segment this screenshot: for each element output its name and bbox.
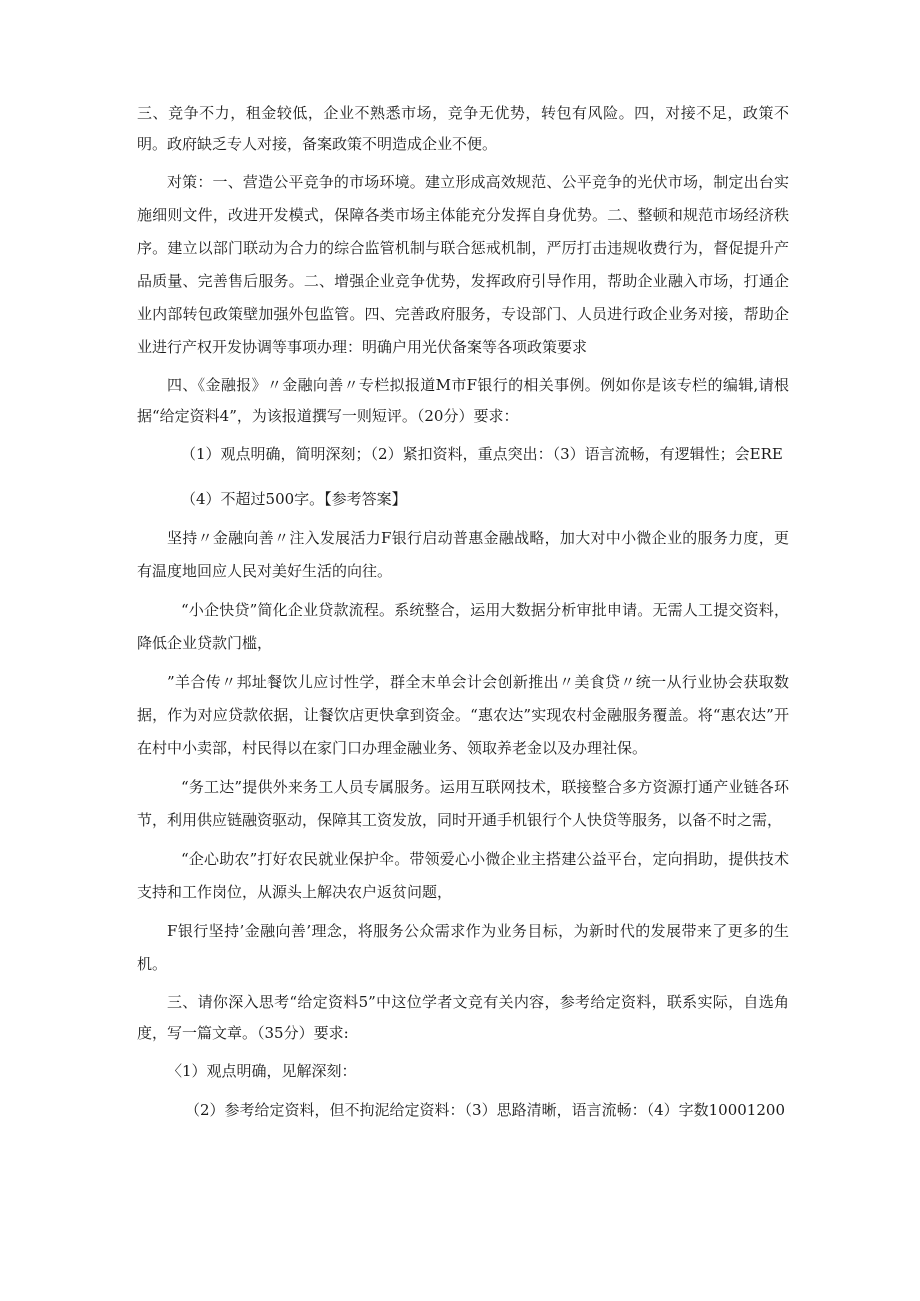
paragraph-essay-requirements-2-4: （2）参考给定资料，但不拘泥给定资料：（3）思路清晰，语言流畅：（4）字数10001200 bbox=[185, 1101, 785, 1119]
paragraph-question-3-essay: 三、请你深入思考“给定资料5”中这位学者文竞有关内容，参考给定资料，联系实际，自选角度，写一篇文章。（35分）要求: bbox=[137, 993, 789, 1042]
paragraph-answer-intro: 坚持〃金融向善〃注入发展活力F银行启动普惠金融战略，加大对中小微企业的服务力度，更有温度地回应人民对美好生活的向往。 bbox=[137, 529, 789, 580]
paragraph-countermeasures: 对策：一、营造公平竞争的市场环境。建立形成高效规范、公平竞争的光伏市场，制定出台实施细则文件，改进开发模式，保障各类市场主体能充分发挥自身优势。二、整顿和规范市场经济秩序。建立以部门联动为合力的综合监管机制与联合惩戒机制，严厉打击违规收费行为，督促提升产品质量、完善售后服务。二、增强企业竞争优势，发挥政府引导作用，帮助企业融入市场，打通企业内部转包政策壁加强外包监管。四、完善政府服务，专设部门、人员进行政企业务对接，帮助企业进行产权开发协调等事项办理：明确户用光伏备案等各项政策要求 bbox=[137, 173, 789, 356]
paragraph-conclusion: F银行坚持’金融向善’理念，将服务公众需求作为业务目标，为新时代的发展带来了更多的生机。 bbox=[137, 922, 789, 973]
paragraph-essay-requirement-1: 〈1）观点明确，见解深刻： bbox=[167, 1062, 357, 1080]
paragraph-problems-3-4: 三、竞争不力，租金较低，企业不熟悉市场，竞争无优势，转包有风险。四，对接不足，政策不明。政府缺乏专人对接，备案政策不明造成企业不便。 bbox=[137, 104, 789, 153]
paragraph-qixin-zhunong: “企心助农”打好农民就业保护伞。带领爱心小微企业主搭建公益平台，定向捐助，提供技术支持和工作岗位，从源头上解决农户返贫问题， bbox=[137, 850, 789, 901]
paragraph-requirement-4-answer: （4）不超过500字。【参考答案】 bbox=[181, 490, 407, 508]
paragraph-requirements-1-3: （1）观点明确，简明深刻；（2）紧扣资料，重点突出：（3）语言流畅，有逻辑性；会ERE bbox=[181, 445, 783, 463]
document-page bbox=[137, 98, 789, 1127]
paragraph-meishidai-huinongda: ”羊合传〃邦址餐饮儿应讨性学，群全末单会计会创新推出〃美食贷〃统一从行业协会获取数据，作为对应贷款依据，让餐饮店更快拿到资金。“惠农达”实现农村金融服务覆盖。将“惠农达”开在村中小卖部，村民得以在家门口办理金融业务、领取养老金以及办理社保。 bbox=[137, 673, 789, 757]
paragraph-wugongda: “务工达”提供外来务工人员专属服务。运用互联网技术，联接整合多方资源打通产业链各环节，利用供应链融资驱动，保障其工资发放，同时开通手机银行个人快贷等服务，以备不时之需， bbox=[137, 778, 789, 829]
paragraph-xiaoqi-kuaidai: “小企快贷”简化企业贷款流程。系统整合，运用大数据分析审批申请。无需人工提交资料，降低企业贷款门槛， bbox=[137, 601, 789, 652]
paragraph-question-4: 四、《金融报》〃金融向善〃专栏拟报道M市F银行的相关事例。例如你是该专栏的编辑,请根据“给定资料4”，为该报道撰写一则短评。（20分）要求： bbox=[137, 376, 789, 425]
